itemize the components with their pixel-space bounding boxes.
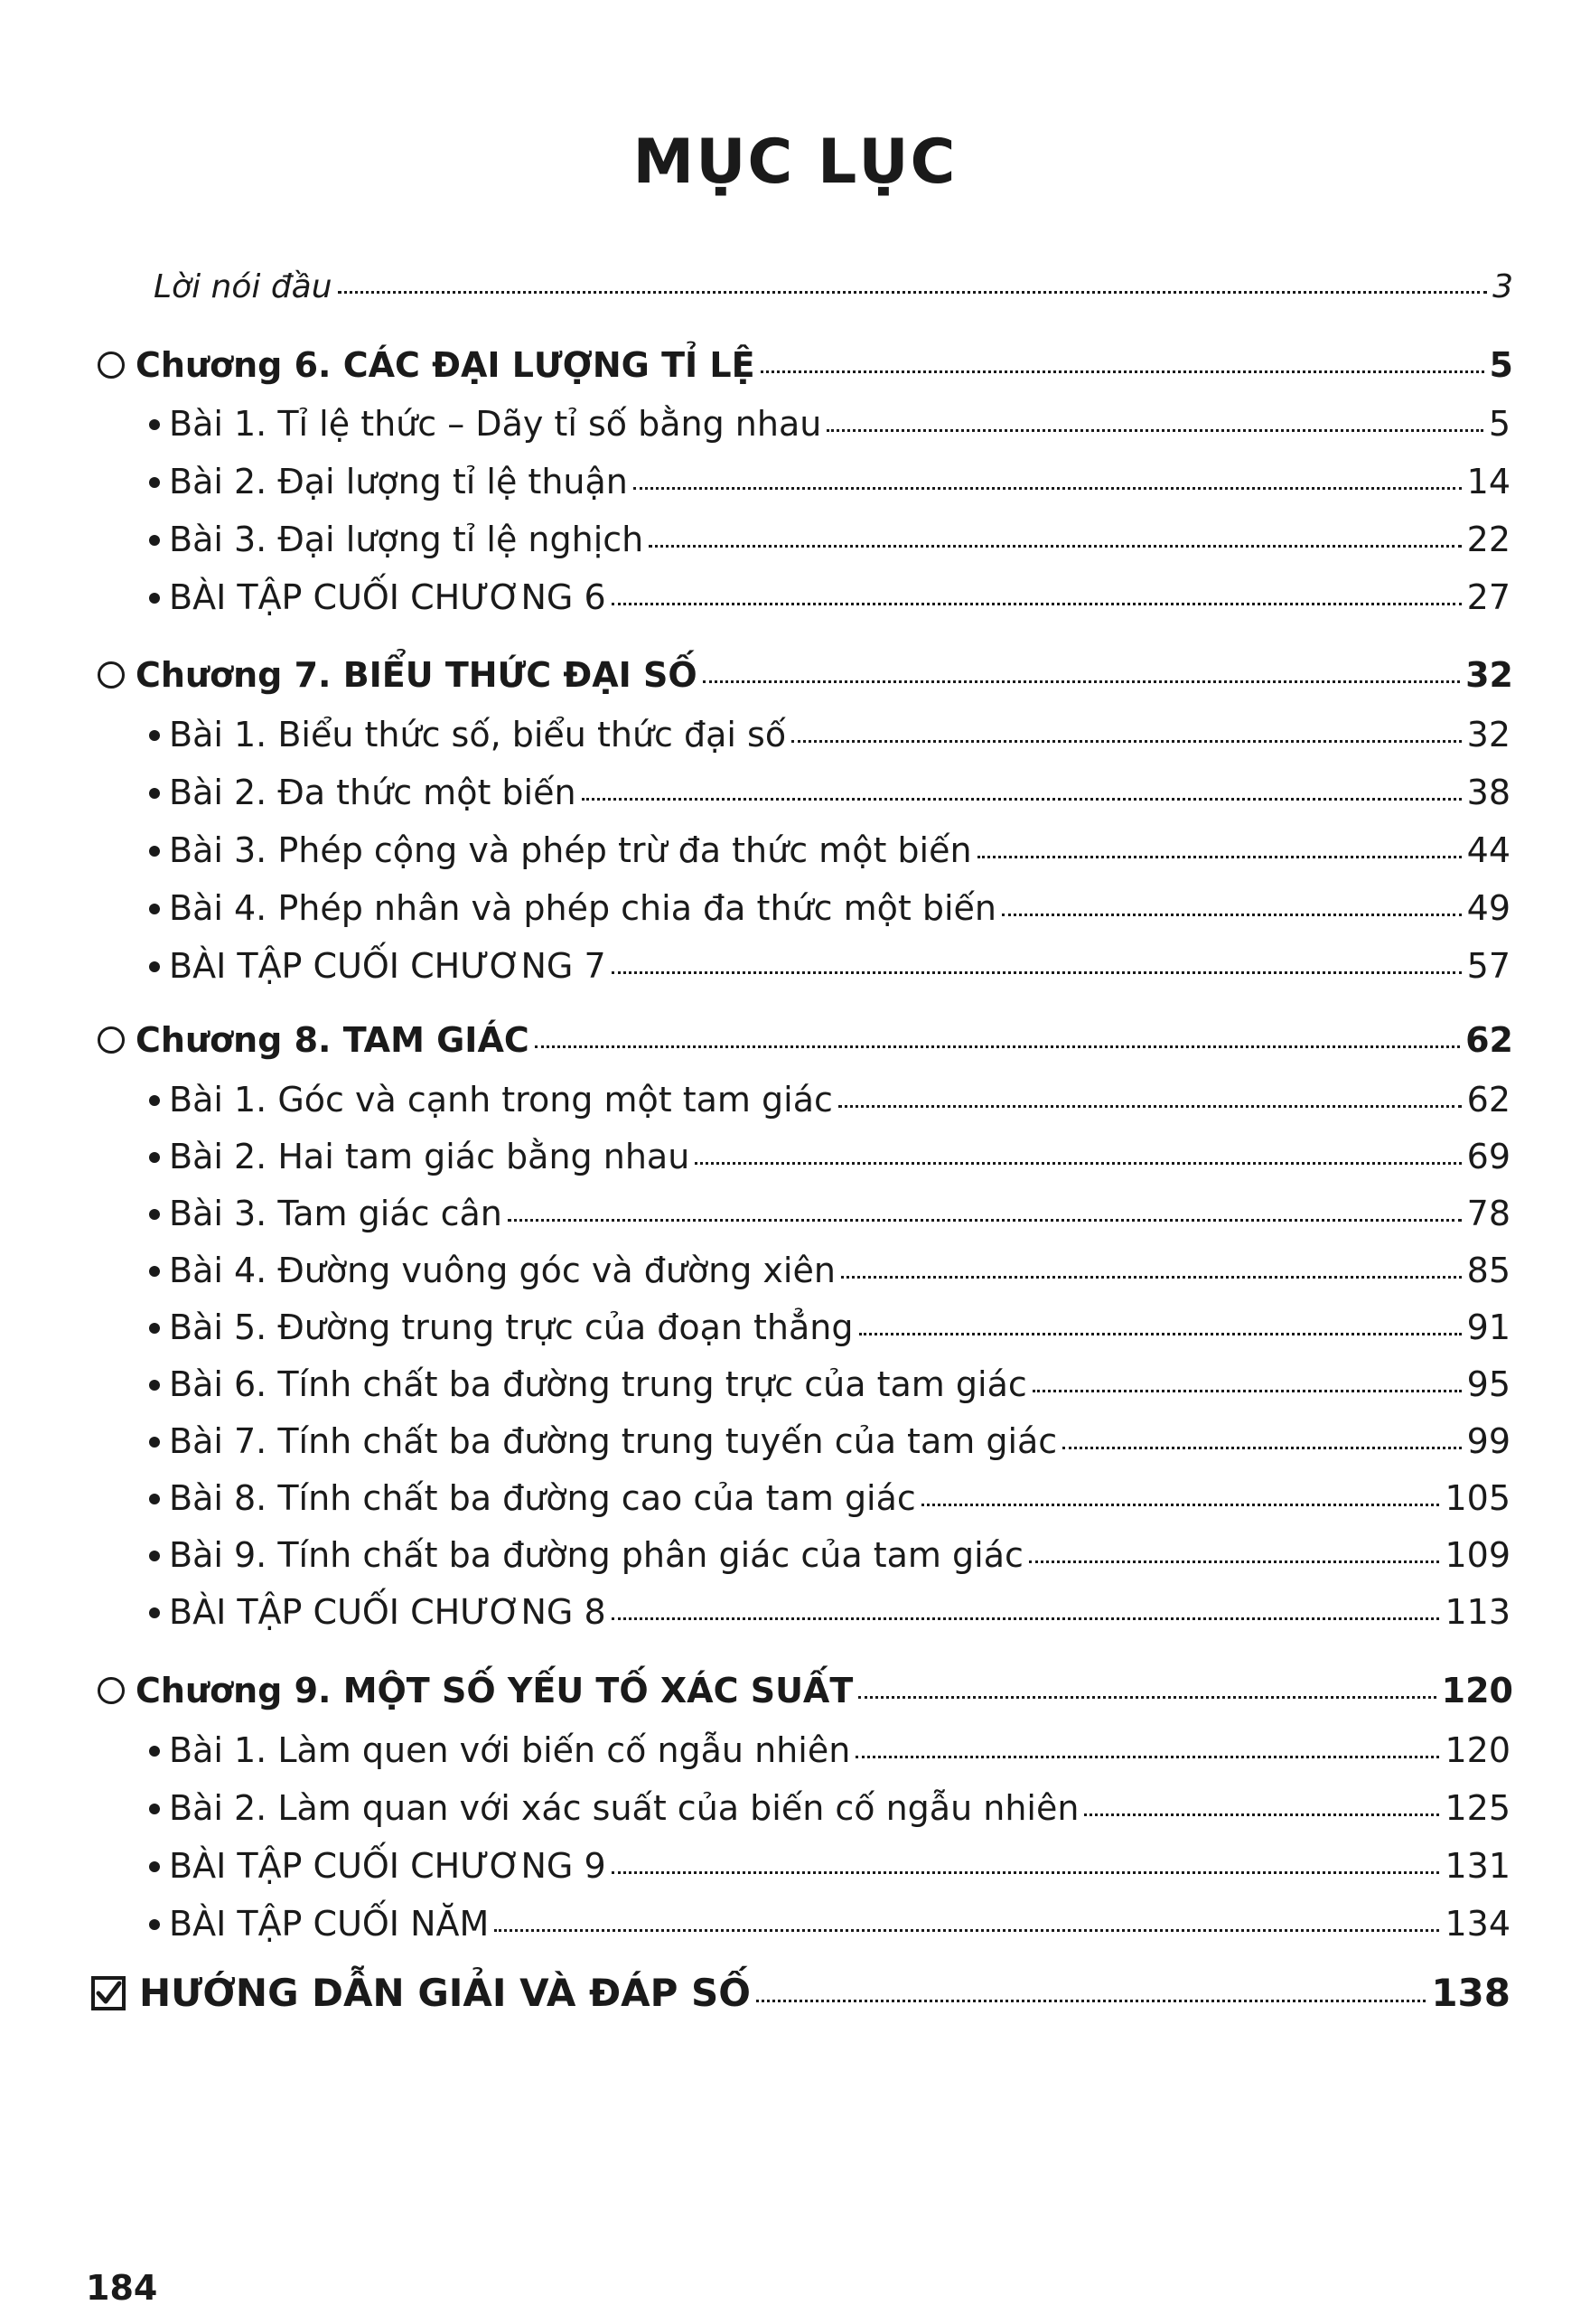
lesson-label: BÀI TẬP CUỐI CHƯƠNG 6: [169, 577, 606, 617]
toc-entry-intro: [154, 268, 1513, 305]
toc-lesson: [149, 404, 1510, 444]
toc-lesson: [149, 888, 1510, 928]
lesson-label: Bài 8. Tính chất ba đường cao của tam giác: [169, 1478, 916, 1518]
dot-bullet-icon: [149, 1607, 160, 1618]
entry-label: Lời nói đầu: [154, 268, 332, 305]
dot-leader: [1029, 1560, 1440, 1563]
lesson-label: Bài 7. Tính chất ba đường trung tuyến của tam giác: [169, 1421, 1058, 1461]
checkbox-checked-icon: [90, 1975, 126, 2011]
chapter-label: Chương 6. CÁC ĐẠI LƯỢNG TỈ LỆ: [136, 345, 755, 385]
toc-lesson: [149, 717, 1510, 752]
dot-bullet-icon: [149, 535, 160, 546]
toc-lesson: [149, 946, 1510, 986]
chapter-page: 120: [1441, 1671, 1513, 1710]
dot-bullet-icon: [149, 730, 160, 741]
dot-leader: [1084, 1813, 1439, 1816]
lesson-page: 131: [1445, 1846, 1510, 1886]
lesson-label: Bài 2. Đa thức một biến: [169, 773, 576, 812]
lesson-page: 69: [1466, 1137, 1510, 1176]
toc-chapter-6: [98, 345, 1513, 385]
lesson-label: Bài 2. Đại lượng tỉ lệ thuận: [169, 462, 628, 501]
chapter-page: 62: [1465, 1020, 1513, 1060]
dot-bullet-icon: [149, 788, 160, 799]
toc-lesson: [149, 1253, 1510, 1288]
lesson-label: Bài 3. Phép cộng và phép trừ đa thức một biến: [169, 830, 972, 870]
lesson-label: Bài 3. Đại lượng tỉ lệ nghịch: [169, 520, 644, 559]
toc-lesson: [149, 1904, 1510, 1944]
dot-leader: [1002, 914, 1462, 916]
lesson-page: 95: [1466, 1364, 1510, 1404]
dot-leader: [977, 856, 1462, 858]
toc-lesson: [149, 1364, 1510, 1404]
toc-lesson: [149, 1730, 1510, 1770]
lesson-label: Bài 1. Góc và cạnh trong một tam giác: [169, 1080, 833, 1120]
toc-chapter-7: [98, 655, 1513, 695]
lesson-page: 120: [1445, 1730, 1510, 1770]
dot-bullet-icon: [149, 1919, 160, 1930]
dot-leader: [612, 1871, 1440, 1874]
lesson-label: Bài 6. Tính chất ba đường trung trực của tam giác: [169, 1364, 1027, 1404]
lesson-page: 109: [1445, 1535, 1510, 1575]
dot-leader: [649, 545, 1461, 548]
lesson-label: BÀI TẬP CUỐI CHƯƠNG 8: [169, 1592, 606, 1632]
toc-lesson: [149, 775, 1510, 810]
toc-lesson: [149, 522, 1510, 557]
lesson-page: 57: [1466, 946, 1510, 986]
lesson-page: 105: [1445, 1478, 1510, 1518]
lesson-label: Bài 4. Phép nhân và phép chia đa thức một biến: [169, 888, 996, 928]
dot-bullet-icon: [149, 1861, 160, 1872]
dot-bullet-icon: [149, 1551, 160, 1561]
dot-leader: [633, 487, 1462, 490]
lesson-page: 125: [1445, 1788, 1510, 1828]
dot-leader: [338, 291, 1488, 294]
dot-bullet-icon: [149, 846, 160, 857]
dot-bullet-icon: [149, 1095, 160, 1106]
lesson-label: Bài 5. Đường trung trực của đoạn thẳng: [169, 1307, 854, 1347]
circle-bullet-icon: [98, 661, 125, 689]
lesson-page: 5: [1488, 404, 1510, 444]
toc-lesson: [149, 1139, 1510, 1174]
chapter-label: Chương 7. BIỂU THỨC ĐẠI SỐ: [136, 655, 697, 695]
dot-leader: [612, 971, 1462, 974]
lesson-page: 113: [1445, 1592, 1510, 1632]
entry-page: 3: [1492, 268, 1513, 305]
circle-bullet-icon: [98, 1677, 125, 1704]
dot-leader: [756, 2000, 1426, 2002]
chapter-page: 5: [1489, 345, 1513, 385]
circle-bullet-icon: [98, 351, 125, 379]
dot-leader: [1062, 1447, 1461, 1449]
toc-lesson: [149, 1196, 1510, 1231]
lesson-page: 78: [1466, 1194, 1510, 1233]
dot-leader: [582, 798, 1462, 801]
lesson-page: 99: [1466, 1421, 1510, 1461]
dot-leader: [703, 680, 1460, 683]
lesson-page: 38: [1466, 773, 1510, 812]
lesson-page: 62: [1466, 1080, 1510, 1120]
dot-leader: [838, 1105, 1462, 1108]
toc-answers-section: [90, 1970, 1510, 2015]
lesson-label: Bài 1. Tỉ lệ thức – Dãy tỉ số bằng nhau: [169, 404, 822, 444]
dot-leader: [856, 1756, 1439, 1758]
dot-bullet-icon: [149, 1152, 160, 1163]
lesson-page: 27: [1466, 577, 1510, 617]
lesson-page: 32: [1466, 715, 1510, 754]
dot-bullet-icon: [149, 477, 160, 488]
chapter-label: Chương 9. MỘT SỐ YẾU TỐ XÁC SUẤT: [136, 1671, 854, 1710]
dot-bullet-icon: [149, 961, 160, 972]
toc-lesson: [149, 1080, 1510, 1120]
dot-leader: [612, 1617, 1440, 1620]
dot-bullet-icon: [149, 1266, 160, 1277]
dot-bullet-icon: [149, 1323, 160, 1334]
lesson-page: 134: [1445, 1904, 1510, 1944]
toc-chapter-8: [98, 1020, 1513, 1060]
dot-bullet-icon: [149, 1437, 160, 1448]
dot-leader: [535, 1045, 1460, 1048]
toc-lesson: [149, 1478, 1510, 1518]
dot-leader: [841, 1276, 1462, 1279]
chapter-page: 32: [1465, 655, 1513, 695]
dot-bullet-icon: [149, 1209, 160, 1220]
dot-leader: [494, 1929, 1439, 1932]
lesson-page: 44: [1466, 830, 1510, 870]
lesson-label: BÀI TẬP CUỐI CHƯƠNG 7: [169, 946, 606, 986]
toc-lesson: [149, 1307, 1510, 1347]
lesson-label: Bài 9. Tính chất ba đường phân giác của tam giác: [169, 1535, 1024, 1575]
lesson-label: Bài 2. Hai tam giác bằng nhau: [169, 1137, 690, 1176]
dot-leader: [695, 1162, 1461, 1165]
dot-leader: [827, 429, 1482, 432]
lesson-label: Bài 2. Làm quan với xác suất của biến cố ngẫu nhiên: [169, 1788, 1080, 1828]
lesson-label: Bài 1. Biểu thức số, biểu thức đại số: [169, 715, 787, 754]
toc-lesson: [149, 577, 1510, 617]
dot-bullet-icon: [149, 593, 160, 604]
dot-bullet-icon: [149, 1494, 160, 1504]
dot-bullet-icon: [149, 1746, 160, 1757]
toc-chapter-9: [98, 1673, 1513, 1708]
dot-bullet-icon: [149, 419, 160, 430]
dot-leader: [791, 740, 1462, 743]
dot-bullet-icon: [149, 1380, 160, 1391]
lesson-page: 22: [1466, 520, 1510, 559]
lesson-page: 14: [1466, 462, 1510, 501]
page-number: 184: [86, 2268, 158, 2308]
toc-lesson: [149, 1421, 1510, 1461]
lesson-label: BÀI TẬP CUỐI NĂM: [169, 1904, 490, 1944]
dot-leader: [612, 603, 1462, 605]
dot-bullet-icon: [149, 904, 160, 914]
lesson-label: Bài 1. Làm quen với biến cố ngẫu nhiên: [169, 1730, 851, 1770]
lesson-label: Bài 4. Đường vuông góc và đường xiên: [169, 1251, 836, 1290]
dot-leader: [921, 1504, 1440, 1506]
dot-leader: [508, 1219, 1462, 1222]
toc-lesson: [149, 1788, 1510, 1828]
dot-leader: [859, 1333, 1462, 1335]
section-label: HƯỚNG DẪN GIẢI VÀ ĐÁP SỐ: [139, 1971, 752, 2015]
toc-lesson: [149, 830, 1510, 870]
section-page: 138: [1431, 1971, 1510, 2015]
dot-leader: [858, 1696, 1436, 1699]
page-title: MỤC LỤC: [632, 127, 958, 198]
lesson-page: 91: [1466, 1307, 1510, 1347]
circle-bullet-icon: [98, 1026, 125, 1054]
lesson-page: 85: [1466, 1251, 1510, 1290]
lesson-label: BÀI TẬP CUỐI CHƯƠNG 9: [169, 1846, 606, 1886]
toc-lesson: [149, 1535, 1510, 1575]
toc-lesson: [149, 464, 1510, 499]
toc-lesson: [149, 1846, 1510, 1886]
chapter-label: Chương 8. TAM GIÁC: [136, 1020, 529, 1060]
toc-lesson: [149, 1592, 1510, 1632]
dot-leader: [1033, 1390, 1462, 1392]
lesson-label: Bài 3. Tam giác cân: [169, 1194, 502, 1233]
dot-bullet-icon: [149, 1804, 160, 1814]
dot-leader: [761, 370, 1484, 373]
lesson-page: 49: [1466, 888, 1510, 928]
